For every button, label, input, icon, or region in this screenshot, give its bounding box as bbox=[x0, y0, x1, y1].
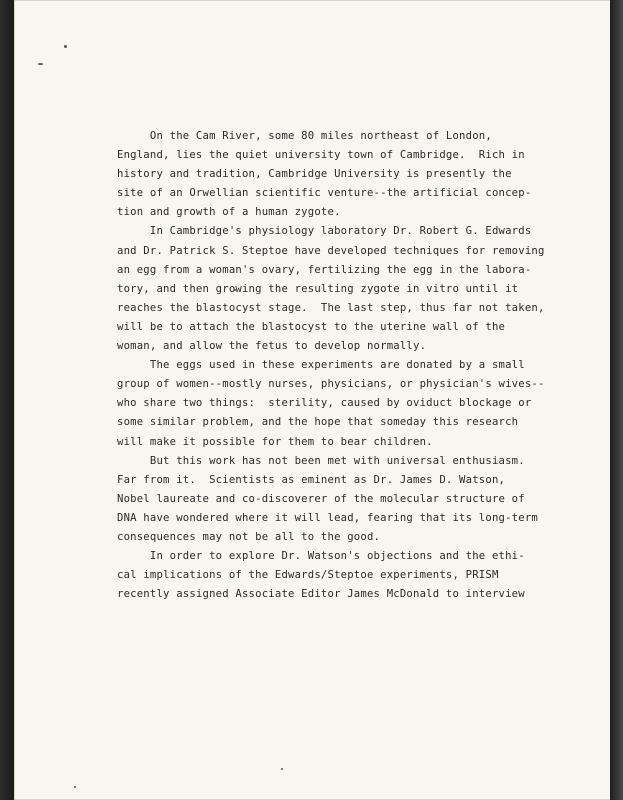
text-line: woman, and allow the fetus to develop normally. bbox=[117, 340, 427, 353]
body-text bbox=[117, 127, 577, 604]
paper-speck bbox=[38, 63, 43, 65]
text-line: DNA have wondered where it will lead, fearing that its long-term bbox=[117, 511, 538, 524]
text-line: In Cambridge's physiology laboratory Dr. Robert G. Edwards bbox=[117, 225, 532, 238]
text-line: On the Cam River, some 80 miles northeast of London, bbox=[117, 130, 492, 142]
text-line: group of women--mostly nurses, physicians, or physician's wives-- bbox=[117, 378, 545, 391]
text-line: England, lies the quiet university town of Cambridge. Rich in bbox=[117, 149, 525, 162]
text-line: history and tradition, Cambridge University is presently the bbox=[117, 168, 512, 181]
typewritten-page bbox=[14, 0, 612, 800]
text-line: consequences may not be all to the good. bbox=[117, 530, 381, 543]
text-line: some similar problem, and the hope that someday this research bbox=[117, 416, 519, 429]
text-line: tion and growth of a human zygote. bbox=[117, 206, 341, 219]
text-line: will be to attach the blastocyst to the uterine wall of the bbox=[117, 320, 506, 333]
text-line: But this work has not been met with universal enthusiasm. bbox=[117, 454, 525, 467]
paper-speck bbox=[64, 45, 67, 48]
scan-border-left bbox=[0, 0, 14, 800]
text-line: reaches the blastocyst stage. The last step, thus far not taken, bbox=[117, 301, 545, 314]
text-line: an egg from a woman's ovary, fertilizing the egg in the labora- bbox=[117, 263, 532, 276]
text-line: Nobel laureate and co-discoverer of the molecular structure of bbox=[117, 492, 525, 505]
text-line: and Dr. Patrick S. Steptoe have developed techniques for removing bbox=[117, 244, 545, 257]
text-line: who share two things: sterility, caused by oviduct blockage or bbox=[117, 397, 532, 410]
paper-speck bbox=[74, 786, 76, 788]
text-line: will make it possible for them to bear children. bbox=[117, 435, 433, 448]
paper-speck bbox=[281, 768, 283, 770]
text-line: site of an Orwellian scientific venture--the artificial concep- bbox=[117, 187, 532, 200]
text-line: recently assigned Associate Editor James McDonald to interview bbox=[117, 588, 525, 601]
text-line: Far from it. Scientists as eminent as Dr. James D. Watson, bbox=[117, 473, 506, 486]
scan-border-right bbox=[610, 0, 623, 800]
text-line: tory, and then growing the resulting zygote in vitro until it bbox=[117, 282, 519, 295]
text-line: cal implications of the Edwards/Steptoe experiments, PRISM bbox=[117, 569, 499, 582]
text-line: The eggs used in these experiments are donated by a small bbox=[117, 359, 525, 372]
text-line: In order to explore Dr. Watson's objections and the ethi- bbox=[117, 550, 525, 563]
